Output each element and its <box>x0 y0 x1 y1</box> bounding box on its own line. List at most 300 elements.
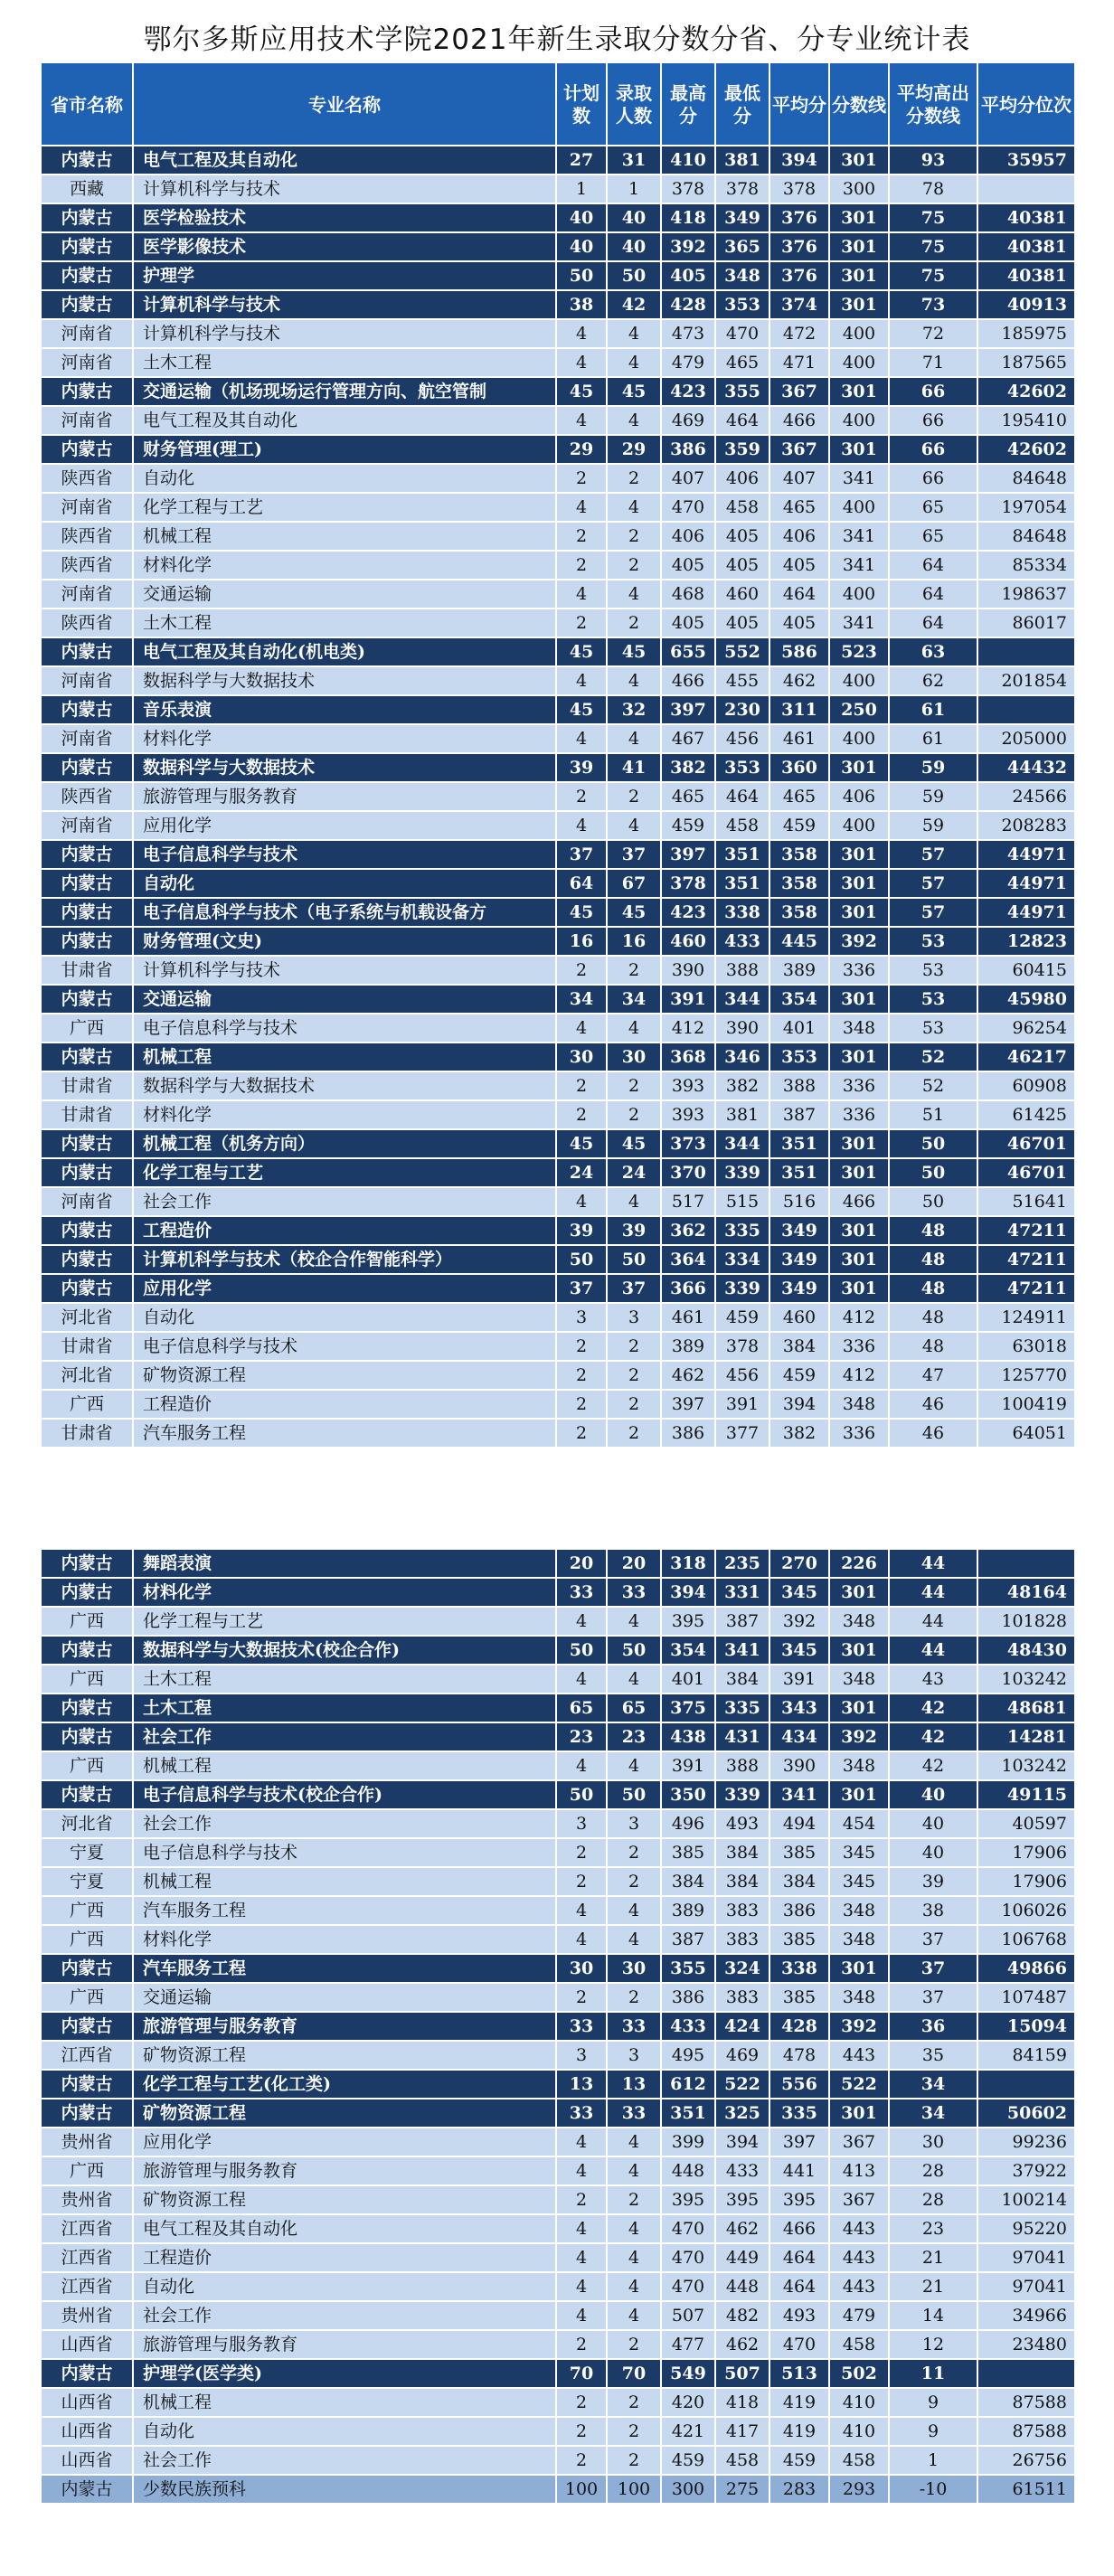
cell-province: 贵州省 <box>41 2185 133 2214</box>
score-table-part2 <box>40 1548 1076 2505</box>
cell-min-score: 462 <box>715 2214 769 2243</box>
cell-score-line: 301 <box>829 1158 889 1187</box>
cell-avg-rank: 61425 <box>977 1100 1075 1129</box>
col-header-min-score: 最低分 <box>715 62 769 147</box>
score-table-part1 <box>40 145 1076 1448</box>
cell-avg-above-line: 44 <box>889 1578 977 1607</box>
cell-avg-score: 465 <box>769 493 829 522</box>
cell-admitted: 4 <box>607 1896 661 1925</box>
cell-avg-rank: 37922 <box>977 2156 1075 2185</box>
cell-avg-above-line: 9 <box>889 2417 977 2446</box>
cell-plan: 23 <box>556 1722 607 1751</box>
cell-admitted: 3 <box>607 2041 661 2070</box>
cell-min-score: 325 <box>715 2099 769 2128</box>
cell-avg-rank: 106768 <box>977 1925 1075 1954</box>
cell-max-score: 351 <box>661 2099 715 2128</box>
cell-avg-rank: 15094 <box>977 2012 1075 2041</box>
cell-avg-rank: 46701 <box>977 1158 1075 1187</box>
cell-province: 江西省 <box>41 2041 133 2070</box>
cell-avg-score: 376 <box>769 261 829 290</box>
cell-plan: 2 <box>556 1838 607 1867</box>
cell-score-line: 443 <box>829 2243 889 2272</box>
cell-major: 材料化学 <box>133 1578 556 1607</box>
cell-admitted: 2 <box>607 1361 661 1390</box>
cell-max-score: 395 <box>661 1607 715 1636</box>
cell-plan: 39 <box>556 1216 607 1245</box>
cell-avg-score: 459 <box>769 811 829 840</box>
cell-max-score: 418 <box>661 203 715 232</box>
cell-score-line: 443 <box>829 2041 889 2070</box>
cell-max-score: 391 <box>661 1751 715 1780</box>
cell-min-score: 344 <box>715 1129 769 1158</box>
table-row <box>41 1158 1075 1187</box>
cell-avg-rank: 99236 <box>977 2128 1075 2156</box>
table-row <box>41 609 1075 637</box>
table-row <box>41 1665 1075 1694</box>
cell-admitted: 33 <box>607 1578 661 1607</box>
cell-avg-above-line: 53 <box>889 985 977 1014</box>
cell-province: 内蒙古 <box>41 1636 133 1665</box>
cell-province: 河南省 <box>41 666 133 695</box>
cell-admitted: 24 <box>607 1158 661 1187</box>
cell-avg-rank: 48430 <box>977 1636 1075 1665</box>
cell-major: 机械工程 <box>133 1043 556 1071</box>
cell-plan: 2 <box>556 1867 607 1896</box>
table-row <box>41 1549 1075 1578</box>
cell-admitted: 50 <box>607 1636 661 1665</box>
table-row <box>41 1838 1075 1867</box>
cell-major: 电子信息科学与技术 <box>133 1014 556 1043</box>
cell-avg-rank: 87588 <box>977 2417 1075 2446</box>
table-row <box>41 1896 1075 1925</box>
table-row <box>41 580 1075 609</box>
cell-min-score: 341 <box>715 1636 769 1665</box>
cell-major: 自动化 <box>133 1303 556 1332</box>
cell-avg-above-line: 61 <box>889 724 977 753</box>
cell-major: 社会工作 <box>133 1187 556 1216</box>
cell-min-score: 433 <box>715 2156 769 2185</box>
cell-admitted: 4 <box>607 2272 661 2301</box>
cell-avg-above-line: 37 <box>889 1983 977 2012</box>
cell-admitted: 29 <box>607 435 661 464</box>
cell-avg-rank: 47211 <box>977 1216 1075 1245</box>
cell-max-score: 473 <box>661 319 715 348</box>
cell-min-score: 464 <box>715 406 769 435</box>
cell-score-line: 341 <box>829 464 889 493</box>
cell-province: 内蒙古 <box>41 232 133 261</box>
cell-admitted: 2 <box>607 782 661 811</box>
cell-avg-rank: 40913 <box>977 290 1075 319</box>
cell-major: 护理学(医学类) <box>133 2359 556 2388</box>
cell-province: 内蒙古 <box>41 1549 133 1578</box>
cell-avg-above-line: 50 <box>889 1187 977 1216</box>
cell-plan: 37 <box>556 840 607 869</box>
cell-avg-rank: 103242 <box>977 1665 1075 1694</box>
cell-admitted: 16 <box>607 927 661 956</box>
cell-score-line: 367 <box>829 2128 889 2156</box>
cell-admitted: 2 <box>607 956 661 985</box>
cell-avg-score: 406 <box>769 522 829 551</box>
cell-major: 交通运输 <box>133 1983 556 2012</box>
cell-major: 社会工作 <box>133 2301 556 2330</box>
cell-avg-rank: 50602 <box>977 2099 1075 2128</box>
cell-province: 宁夏 <box>41 1867 133 1896</box>
cell-plan: 4 <box>556 580 607 609</box>
cell-avg-above-line: 38 <box>889 1896 977 1925</box>
cell-major: 电子信息科学与技术(校企合作) <box>133 1780 556 1809</box>
cell-score-line: 348 <box>829 1983 889 2012</box>
cell-min-score: 335 <box>715 1216 769 1245</box>
cell-avg-score: 401 <box>769 1014 829 1043</box>
cell-plan: 50 <box>556 1780 607 1809</box>
cell-avg-rank: 84159 <box>977 2041 1075 2070</box>
cell-min-score: 351 <box>715 840 769 869</box>
cell-major: 数据科学与大数据技术 <box>133 1071 556 1100</box>
cell-avg-above-line: 42 <box>889 1751 977 1780</box>
cell-province: 内蒙古 <box>41 695 133 724</box>
cell-major: 计算机科学与技术（校企合作智能科学） <box>133 1245 556 1274</box>
cell-avg-rank: 201854 <box>977 666 1075 695</box>
cell-avg-score: 460 <box>769 1303 829 1332</box>
cell-admitted: 2 <box>607 1100 661 1129</box>
cell-score-line: 301 <box>829 1578 889 1607</box>
cell-province: 甘肃省 <box>41 1100 133 1129</box>
cell-plan: 4 <box>556 319 607 348</box>
cell-score-line: 392 <box>829 2012 889 2041</box>
cell-province: 内蒙古 <box>41 1158 133 1187</box>
cell-avg-score: 465 <box>769 782 829 811</box>
cell-admitted: 4 <box>607 811 661 840</box>
cell-province: 河北省 <box>41 1303 133 1332</box>
table-row <box>41 1925 1075 1954</box>
cell-avg-rank: 44971 <box>977 869 1075 898</box>
cell-avg-rank <box>977 2070 1075 2099</box>
cell-plan: 50 <box>556 261 607 290</box>
cell-avg-score: 382 <box>769 1419 829 1448</box>
cell-plan: 4 <box>556 1665 607 1694</box>
cell-province: 内蒙古 <box>41 840 133 869</box>
cell-avg-above-line: 28 <box>889 2156 977 2185</box>
cell-min-score: 324 <box>715 1954 769 1983</box>
cell-avg-above-line: 64 <box>889 580 977 609</box>
cell-avg-rank: 60415 <box>977 956 1075 985</box>
cell-major: 化学工程与工艺 <box>133 1158 556 1187</box>
cell-admitted: 2 <box>607 2417 661 2446</box>
cell-major: 电子信息科学与技术（电子系统与机载设备方 <box>133 898 556 927</box>
cell-min-score: 391 <box>715 1390 769 1419</box>
table-row <box>41 464 1075 493</box>
cell-min-score: 381 <box>715 146 769 175</box>
cell-score-line: 301 <box>829 985 889 1014</box>
cell-major: 电子信息科学与技术 <box>133 840 556 869</box>
cell-plan: 2 <box>556 2446 607 2475</box>
cell-province: 内蒙古 <box>41 898 133 927</box>
col-header-admitted: 录取人数 <box>607 62 661 147</box>
cell-min-score: 235 <box>715 1549 769 1578</box>
cell-admitted: 33 <box>607 2099 661 2128</box>
cell-score-line: 301 <box>829 1954 889 1983</box>
cell-avg-rank: 40597 <box>977 1809 1075 1838</box>
cell-score-line: 502 <box>829 2359 889 2388</box>
cell-plan: 2 <box>556 1390 607 1419</box>
cell-major: 旅游管理与服务教育 <box>133 2012 556 2041</box>
cell-avg-score: 385 <box>769 1983 829 2012</box>
cell-avg-score: 513 <box>769 2359 829 2388</box>
cell-min-score: 335 <box>715 1694 769 1722</box>
cell-min-score: 482 <box>715 2301 769 2330</box>
cell-min-score: 448 <box>715 2272 769 2301</box>
table-row <box>41 2272 1075 2301</box>
table-row <box>41 840 1075 869</box>
cell-plan: 24 <box>556 1158 607 1187</box>
cell-min-score: 353 <box>715 753 769 782</box>
cell-max-score: 517 <box>661 1187 715 1216</box>
cell-min-score: 378 <box>715 175 769 203</box>
cell-province: 甘肃省 <box>41 1071 133 1100</box>
cell-avg-score: 376 <box>769 203 829 232</box>
cell-avg-above-line: 64 <box>889 551 977 580</box>
cell-max-score: 378 <box>661 869 715 898</box>
cell-avg-above-line: 21 <box>889 2272 977 2301</box>
cell-avg-above-line: 47 <box>889 1361 977 1390</box>
cell-admitted: 34 <box>607 985 661 1014</box>
cell-plan: 2 <box>556 2330 607 2359</box>
cell-avg-score: 405 <box>769 609 829 637</box>
cell-plan: 4 <box>556 2128 607 2156</box>
cell-score-line: 406 <box>829 782 889 811</box>
cell-province: 内蒙古 <box>41 1245 133 1274</box>
cell-avg-above-line: 52 <box>889 1043 977 1071</box>
cell-min-score: 431 <box>715 1722 769 1751</box>
cell-admitted: 2 <box>607 2330 661 2359</box>
cell-plan: 4 <box>556 724 607 753</box>
cell-score-line: 336 <box>829 956 889 985</box>
cell-score-line: 250 <box>829 695 889 724</box>
cell-max-score: 368 <box>661 1043 715 1071</box>
cell-admitted: 20 <box>607 1549 661 1578</box>
cell-score-line: 412 <box>829 1361 889 1390</box>
cell-max-score: 470 <box>661 493 715 522</box>
cell-admitted: 2 <box>607 2446 661 2475</box>
cell-major: 电子信息科学与技术 <box>133 1838 556 1867</box>
cell-province: 内蒙古 <box>41 2099 133 2128</box>
cell-avg-score: 385 <box>769 1838 829 1867</box>
cell-province: 内蒙古 <box>41 2475 133 2504</box>
cell-major: 数据科学与大数据技术 <box>133 666 556 695</box>
cell-plan: 4 <box>556 1896 607 1925</box>
cell-min-score: 395 <box>715 2185 769 2214</box>
cell-avg-rank: 42602 <box>977 435 1075 464</box>
cell-avg-above-line: -10 <box>889 2475 977 2504</box>
cell-avg-rank: 47211 <box>977 1274 1075 1303</box>
cell-avg-above-line: 39 <box>889 1867 977 1896</box>
cell-province: 河北省 <box>41 1361 133 1390</box>
cell-max-score: 421 <box>661 2417 715 2446</box>
cell-major: 土木工程 <box>133 1665 556 1694</box>
cell-admitted: 41 <box>607 753 661 782</box>
cell-major: 化学工程与工艺(化工类) <box>133 2070 556 2099</box>
cell-avg-rank: 95220 <box>977 2214 1075 2243</box>
cell-min-score: 406 <box>715 464 769 493</box>
cell-min-score: 405 <box>715 522 769 551</box>
cell-avg-rank: 63018 <box>977 1332 1075 1361</box>
cell-province: 陕西省 <box>41 551 133 580</box>
cell-avg-rank: 17906 <box>977 1838 1075 1867</box>
cell-max-score: 407 <box>661 464 715 493</box>
cell-admitted: 31 <box>607 146 661 175</box>
cell-avg-above-line: 57 <box>889 869 977 898</box>
table-row <box>41 1129 1075 1158</box>
cell-avg-rank <box>977 1549 1075 1578</box>
cell-avg-score: 358 <box>769 898 829 927</box>
cell-avg-above-line: 1 <box>889 2446 977 2475</box>
cell-score-line: 348 <box>829 1607 889 1636</box>
cell-avg-rank: 197054 <box>977 493 1075 522</box>
cell-admitted: 2 <box>607 1071 661 1100</box>
cell-major: 音乐表演 <box>133 695 556 724</box>
cell-admitted: 40 <box>607 203 661 232</box>
cell-avg-above-line: 34 <box>889 2070 977 2099</box>
cell-major: 自动化 <box>133 2272 556 2301</box>
cell-max-score: 385 <box>661 1838 715 1867</box>
cell-min-score: 456 <box>715 1361 769 1390</box>
cell-major: 应用化学 <box>133 811 556 840</box>
cell-province: 内蒙古 <box>41 1694 133 1722</box>
cell-plan: 4 <box>556 2156 607 2185</box>
cell-admitted: 4 <box>607 1014 661 1043</box>
cell-avg-score: 343 <box>769 1694 829 1722</box>
cell-avg-score: 384 <box>769 1332 829 1361</box>
table-row <box>41 2156 1075 2185</box>
cell-major: 工程造价 <box>133 1390 556 1419</box>
table-row <box>41 2330 1075 2359</box>
cell-score-line: 301 <box>829 1216 889 1245</box>
cell-score-line: 392 <box>829 1722 889 1751</box>
col-header-province: 省市名称 <box>41 62 133 147</box>
table-row <box>41 1780 1075 1809</box>
cell-admitted: 2 <box>607 609 661 637</box>
cell-max-score: 375 <box>661 1694 715 1722</box>
cell-admitted: 4 <box>607 1187 661 1216</box>
cell-major: 工程造价 <box>133 1216 556 1245</box>
cell-avg-score: 349 <box>769 1216 829 1245</box>
cell-avg-score: 405 <box>769 551 829 580</box>
cell-max-score: 355 <box>661 1954 715 1983</box>
cell-province: 江西省 <box>41 2214 133 2243</box>
cell-max-score: 470 <box>661 2214 715 2243</box>
cell-max-score: 423 <box>661 898 715 927</box>
cell-plan: 4 <box>556 2272 607 2301</box>
col-header-plan: 计划数 <box>556 62 607 147</box>
table-row <box>41 2243 1075 2272</box>
cell-avg-rank: 100214 <box>977 2185 1075 2214</box>
cell-avg-score: 389 <box>769 956 829 985</box>
cell-major: 护理学 <box>133 261 556 290</box>
cell-plan: 2 <box>556 1100 607 1129</box>
cell-max-score: 459 <box>661 811 715 840</box>
table-row <box>41 1694 1075 1722</box>
cell-plan: 40 <box>556 232 607 261</box>
cell-province: 内蒙古 <box>41 203 133 232</box>
cell-admitted: 4 <box>607 1925 661 1954</box>
cell-avg-score: 338 <box>769 1954 829 1983</box>
cell-score-line: 413 <box>829 2156 889 2185</box>
table-row <box>41 261 1075 290</box>
cell-admitted: 2 <box>607 1838 661 1867</box>
cell-avg-above-line: 12 <box>889 2330 977 2359</box>
cell-avg-score: 459 <box>769 2446 829 2475</box>
cell-province: 内蒙古 <box>41 869 133 898</box>
cell-avg-rank: 51641 <box>977 1187 1075 1216</box>
cell-avg-rank: 195410 <box>977 406 1075 435</box>
cell-score-line: 336 <box>829 1100 889 1129</box>
cell-plan: 37 <box>556 1274 607 1303</box>
cell-min-score: 387 <box>715 1607 769 1636</box>
cell-avg-rank: 47211 <box>977 1245 1075 1274</box>
cell-admitted: 4 <box>607 724 661 753</box>
cell-min-score: 359 <box>715 435 769 464</box>
cell-max-score: 507 <box>661 2301 715 2330</box>
cell-plan: 1 <box>556 175 607 203</box>
cell-score-line: 412 <box>829 1303 889 1332</box>
cell-score-line: 400 <box>829 319 889 348</box>
cell-province: 内蒙古 <box>41 985 133 1014</box>
table-row <box>41 1867 1075 1896</box>
table-row <box>41 2185 1075 2214</box>
cell-plan: 2 <box>556 2388 607 2417</box>
cell-avg-rank <box>977 2359 1075 2388</box>
cell-avg-above-line: 59 <box>889 811 977 840</box>
cell-avg-score: 270 <box>769 1549 829 1578</box>
cell-avg-above-line: 75 <box>889 232 977 261</box>
cell-plan: 4 <box>556 811 607 840</box>
cell-avg-rank: 48681 <box>977 1694 1075 1722</box>
cell-min-score: 388 <box>715 1751 769 1780</box>
cell-major: 数据科学与大数据技术(校企合作) <box>133 1636 556 1665</box>
cell-score-line: 443 <box>829 2272 889 2301</box>
cell-avg-above-line: 35 <box>889 2041 977 2070</box>
cell-score-line: 348 <box>829 1665 889 1694</box>
cell-min-score: 383 <box>715 1896 769 1925</box>
table-row <box>41 1954 1075 1983</box>
cell-major: 财务管理(理工) <box>133 435 556 464</box>
table-row <box>41 435 1075 464</box>
cell-avg-score: 395 <box>769 2185 829 2214</box>
cell-avg-rank: 44971 <box>977 840 1075 869</box>
cell-min-score: 349 <box>715 203 769 232</box>
table-row <box>41 1014 1075 1043</box>
cell-avg-rank: 40381 <box>977 261 1075 290</box>
table-row <box>41 1722 1075 1751</box>
cell-max-score: 382 <box>661 753 715 782</box>
cell-min-score: 458 <box>715 811 769 840</box>
cell-max-score: 399 <box>661 2128 715 2156</box>
cell-avg-above-line: 44 <box>889 1549 977 1578</box>
cell-plan: 45 <box>556 898 607 927</box>
cell-province: 内蒙古 <box>41 927 133 956</box>
cell-major: 工程造价 <box>133 2243 556 2272</box>
cell-province: 河南省 <box>41 348 133 377</box>
cell-plan: 4 <box>556 493 607 522</box>
cell-avg-above-line: 36 <box>889 2012 977 2041</box>
cell-avg-above-line: 50 <box>889 1158 977 1187</box>
cell-max-score: 389 <box>661 1896 715 1925</box>
cell-avg-score: 349 <box>769 1245 829 1274</box>
col-header-score-line: 分数线 <box>829 62 889 147</box>
cell-avg-rank: 198637 <box>977 580 1075 609</box>
cell-avg-score: 407 <box>769 464 829 493</box>
table-row <box>41 406 1075 435</box>
